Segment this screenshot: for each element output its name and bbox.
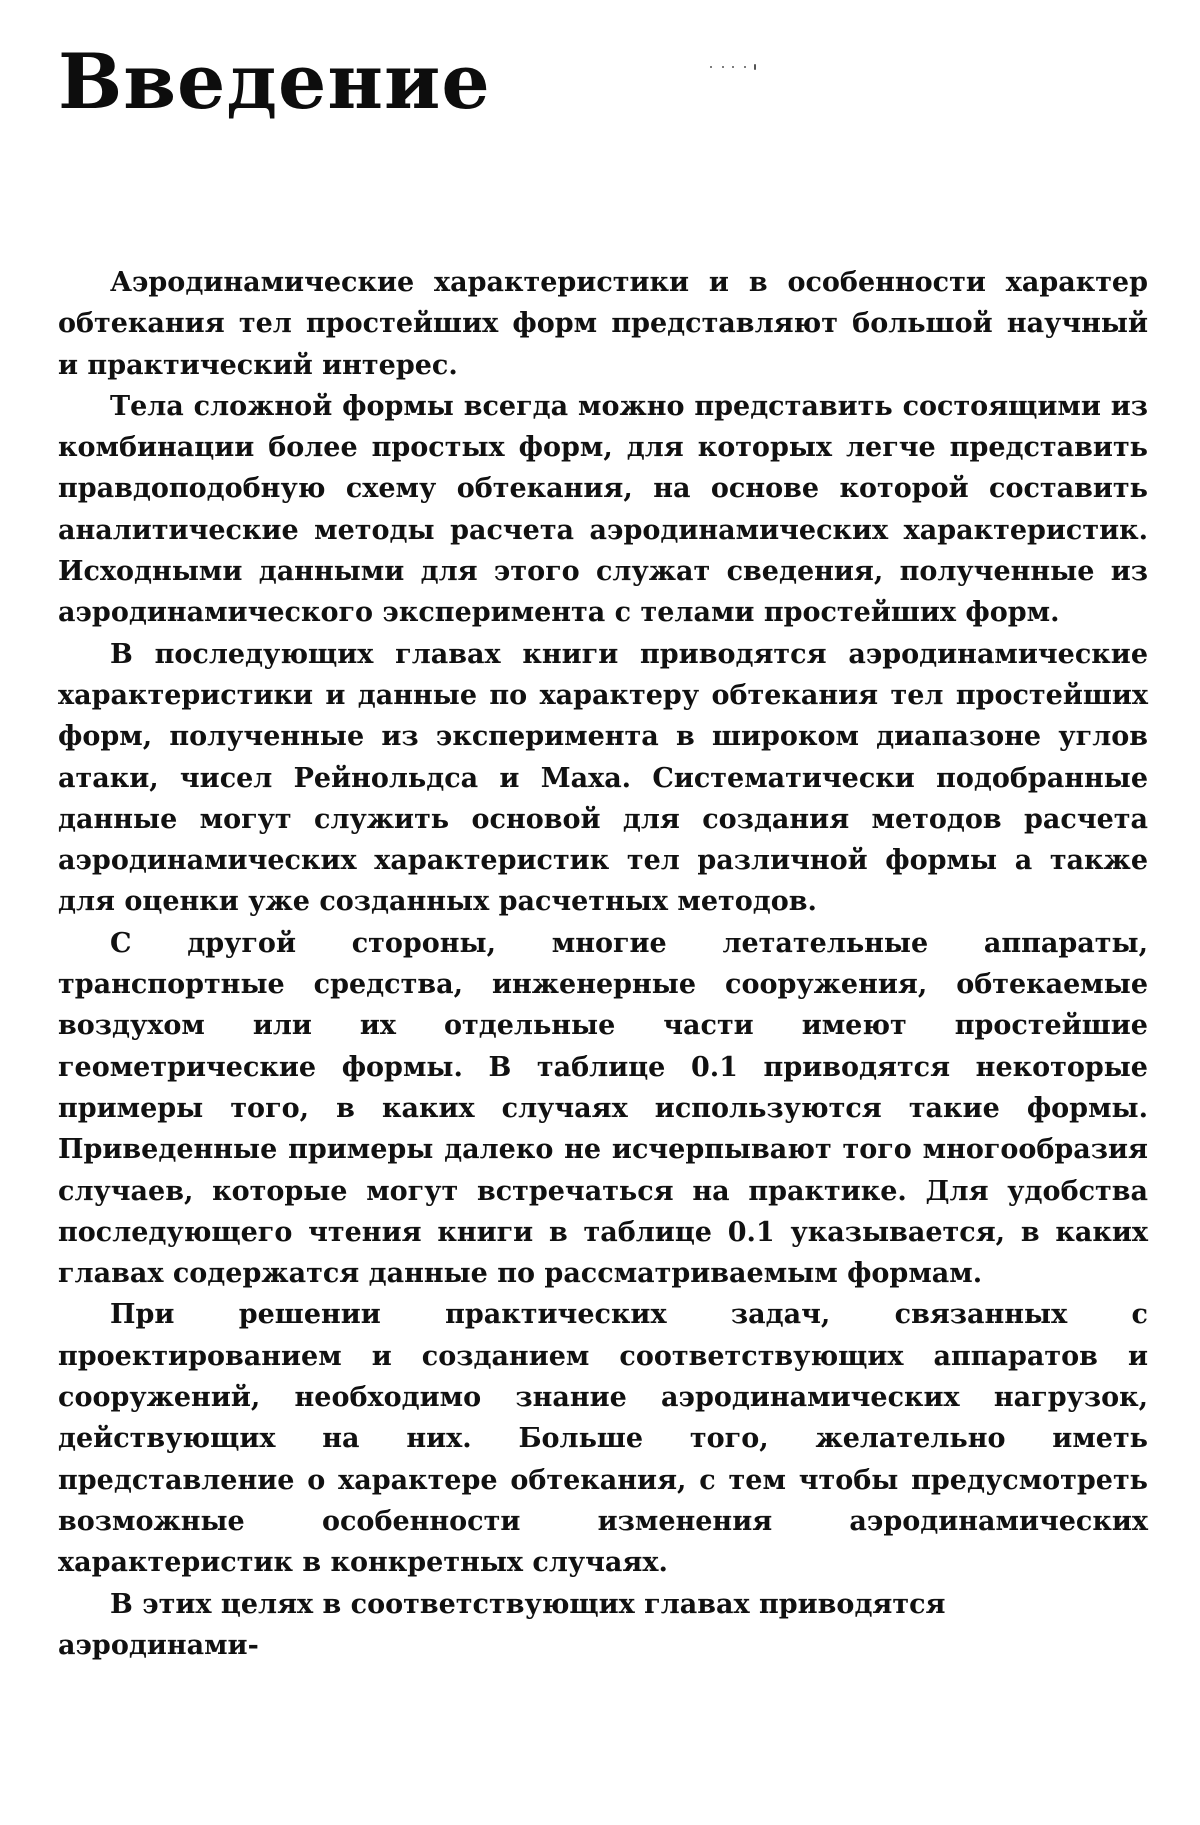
- body-text: [58, 262, 1148, 1666]
- paragraph: В этих целях в соответствующих главах приводятся аэродинами-: [58, 1588, 946, 1661]
- paragraph: С другой стороны, многие летательные аппараты, транспортные средства, инженерные сооружения, обтекаемые воздухом или их отдельные части имеют простейшие геометрические формы. В таблице 0.1 приводятся некоторые примеры того, в каких случаях используются такие формы. Приведенные примеры далеко не исчерпывают того многообразия случаев, которые могут встречаться на практике. Для удобства последующего чтения книги в таблице 0.1 указывается, в каких главах содержатся данные по рассматриваемым формам.: [58, 927, 1148, 1290]
- paragraph: При решении практических задач, связанных с проектированием и созданием соответствующих аппаратов и сооружений, необходимо знание аэродинамических нагрузок, действующих на них. Больше того, желательно иметь представление о характере обтекания, с тем чтобы предусмотреть возможные особенности изменения аэродинамических характеристик в конкретных случаях.: [58, 1299, 1148, 1579]
- chapter-title: Введение: [58, 37, 491, 126]
- paragraph: Тела сложной формы всегда можно представить состоящими из комбинации более простых форм, для которых легче представить правдоподобную схему обтекания, на основе которой составить аналитические методы расчета аэродинамических характеристик. Исходными данными для этого служат сведения, полученные из аэродинамического эксперимента с телами простейших форм.: [58, 390, 1148, 629]
- scan-artifact-dots: [710, 64, 765, 72]
- paragraph: В последующих главах книги приводятся аэродинамические характеристики и данные по характеру обтекания тел простейших форм, полученные из эксперимента в широком диапазоне углов атаки, чисел Рейнольдса и Маха. Систематически подобранные данные могут служить основой для создания методов расчета аэродинамических характеристик тел различной формы а также для оценки уже созданных расчетных методов.: [58, 638, 1148, 918]
- paragraph: Аэродинамические характеристики и в особенности характер обтекания тел простейших форм представляют большой научный и практический интерес.: [58, 267, 1148, 381]
